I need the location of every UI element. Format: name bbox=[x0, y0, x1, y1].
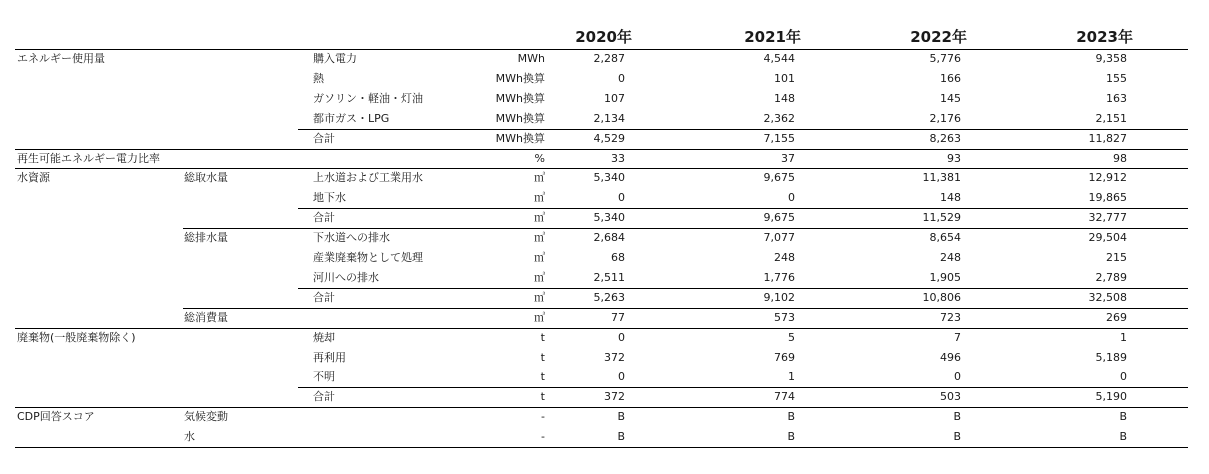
value-2022-cell: 8,263 bbox=[929, 131, 961, 145]
item-cell: 都市ガス・LPG bbox=[313, 111, 390, 125]
value-2023-cell: 0 bbox=[1120, 370, 1127, 384]
table-row bbox=[15, 268, 1188, 288]
table-row bbox=[15, 328, 1188, 348]
table-row bbox=[15, 89, 1188, 109]
category-cell: 再生可能エネルギー電力比率 bbox=[17, 151, 160, 165]
table-row bbox=[15, 387, 1188, 407]
value-2020-cell: 0 bbox=[618, 191, 625, 205]
value-2022-cell: 166 bbox=[940, 71, 961, 85]
year-header-2022: 2022年 bbox=[910, 28, 967, 46]
value-2021-cell: 248 bbox=[774, 251, 795, 264]
value-2021-cell: 7,155 bbox=[763, 131, 795, 145]
value-2020-cell: 0 bbox=[618, 330, 625, 344]
value-2021-cell: 1 bbox=[788, 370, 795, 384]
item-cell: 合計 bbox=[313, 211, 335, 225]
table-row bbox=[15, 129, 1188, 149]
value-2022-cell: 723 bbox=[940, 310, 961, 324]
value-2023-cell: 19,865 bbox=[1088, 191, 1127, 205]
value-2023-cell: 12,912 bbox=[1088, 171, 1127, 185]
value-2022-cell: 2,176 bbox=[929, 111, 961, 125]
unit-cell: ㎥ bbox=[534, 310, 545, 324]
subcategory-cell: 総消費量 bbox=[184, 310, 228, 324]
value-2020-cell: 0 bbox=[618, 71, 625, 85]
value-2020-cell: 2,134 bbox=[593, 111, 625, 125]
value-2022-cell: 5,776 bbox=[929, 52, 961, 65]
item-cell: 産業廃棄物として処理 bbox=[313, 251, 423, 264]
table-row bbox=[15, 228, 1188, 248]
table-row bbox=[15, 149, 1188, 169]
item-cell: ガソリン・軽油・灯油 bbox=[313, 91, 423, 105]
value-2023-cell: 98 bbox=[1113, 151, 1127, 165]
table-rule bbox=[298, 387, 1188, 388]
value-2022-cell: 503 bbox=[940, 390, 961, 404]
value-2020-cell: 33 bbox=[611, 151, 625, 165]
value-2020-cell: 2,511 bbox=[593, 270, 625, 284]
value-2021-cell: 2,362 bbox=[763, 111, 795, 125]
value-2023-cell: 11,827 bbox=[1088, 131, 1127, 145]
value-2020-cell: 5,340 bbox=[593, 211, 625, 225]
item-cell: 再利用 bbox=[313, 350, 346, 364]
value-2020-cell: 107 bbox=[604, 91, 625, 105]
unit-cell: t bbox=[540, 390, 545, 404]
subcategory-cell: 総排水量 bbox=[184, 231, 228, 245]
category-cell: エネルギー使用量 bbox=[17, 52, 105, 65]
table-rule bbox=[298, 208, 1188, 209]
value-2020-cell: 5,340 bbox=[593, 171, 625, 185]
value-2022-cell: 148 bbox=[940, 191, 961, 205]
value-2023-cell: 1 bbox=[1120, 330, 1127, 344]
subcategory-cell: 総取水量 bbox=[184, 171, 228, 185]
subcategory-cell: 気候変動 bbox=[184, 410, 228, 424]
value-2023-cell: 2,789 bbox=[1095, 270, 1127, 284]
table-row bbox=[15, 427, 1188, 447]
year-header-2020: 2020年 bbox=[575, 28, 632, 46]
value-2020-cell: B bbox=[617, 410, 625, 424]
value-2021-cell: 769 bbox=[774, 350, 795, 364]
table-rule bbox=[183, 308, 1188, 309]
value-2022-cell: 248 bbox=[940, 251, 961, 264]
table-row bbox=[15, 69, 1188, 89]
item-cell: 焼却 bbox=[313, 330, 335, 344]
item-cell: 購入電力 bbox=[313, 52, 357, 65]
unit-cell: ㎥ bbox=[534, 290, 545, 304]
item-cell: 熱 bbox=[313, 71, 324, 85]
unit-cell: MWh換算 bbox=[495, 111, 545, 125]
value-2021-cell: 9,675 bbox=[763, 171, 795, 185]
value-2023-cell: 155 bbox=[1106, 71, 1127, 85]
value-2023-cell: 215 bbox=[1106, 251, 1127, 264]
value-2022-cell: 0 bbox=[954, 370, 961, 384]
value-2023-cell: 163 bbox=[1106, 91, 1127, 105]
table-row bbox=[15, 49, 1188, 69]
table-row bbox=[15, 367, 1188, 387]
value-2021-cell: B bbox=[787, 410, 795, 424]
unit-cell: ㎥ bbox=[534, 171, 545, 185]
table-rule bbox=[15, 407, 1188, 408]
value-2022-cell: 8,654 bbox=[929, 231, 961, 245]
value-2022-cell: 1,905 bbox=[929, 270, 961, 284]
item-cell: 上水道および工業用水 bbox=[313, 171, 423, 185]
value-2021-cell: 101 bbox=[774, 71, 795, 85]
table-rule bbox=[15, 447, 1188, 448]
unit-cell: t bbox=[540, 370, 545, 384]
table-rule bbox=[298, 288, 1188, 289]
table-row bbox=[15, 188, 1188, 208]
value-2020-cell: 0 bbox=[618, 370, 625, 384]
value-2022-cell: 11,381 bbox=[922, 171, 961, 185]
value-2021-cell: 0 bbox=[788, 191, 795, 205]
value-2022-cell: 93 bbox=[947, 151, 961, 165]
table-row bbox=[15, 109, 1188, 129]
table-row bbox=[15, 308, 1188, 328]
unit-cell: ㎥ bbox=[534, 251, 545, 264]
value-2021-cell: 5 bbox=[788, 330, 795, 344]
table-row bbox=[15, 208, 1188, 228]
value-2021-cell: 7,077 bbox=[763, 231, 795, 245]
value-2022-cell: 145 bbox=[940, 91, 961, 105]
value-2020-cell: 372 bbox=[604, 350, 625, 364]
table-rule bbox=[15, 168, 1188, 169]
value-2021-cell: 774 bbox=[774, 390, 795, 404]
unit-cell: % bbox=[534, 151, 545, 165]
value-2021-cell: 4,544 bbox=[763, 52, 795, 65]
value-2020-cell: 77 bbox=[611, 310, 625, 324]
value-2023-cell: 29,504 bbox=[1088, 231, 1127, 245]
table-row bbox=[15, 288, 1188, 308]
value-2020-cell: 2,287 bbox=[593, 52, 625, 65]
value-2021-cell: 148 bbox=[774, 91, 795, 105]
item-cell: 下水道への排水 bbox=[313, 231, 390, 245]
value-2020-cell: 2,684 bbox=[593, 231, 625, 245]
value-2020-cell: B bbox=[617, 430, 625, 444]
value-2023-cell: 2,151 bbox=[1095, 111, 1127, 125]
unit-cell: t bbox=[540, 330, 545, 344]
value-2021-cell: 37 bbox=[781, 151, 795, 165]
unit-cell: - bbox=[541, 410, 545, 424]
table-row bbox=[15, 348, 1188, 368]
unit-cell: MWh bbox=[517, 52, 545, 65]
value-2023-cell: 5,190 bbox=[1095, 390, 1127, 404]
value-2021-cell: 9,675 bbox=[763, 211, 795, 225]
value-2023-cell: B bbox=[1119, 430, 1127, 444]
value-2023-cell: 32,777 bbox=[1088, 211, 1127, 225]
unit-cell: MWh換算 bbox=[495, 91, 545, 105]
item-cell: 河川への排水 bbox=[313, 270, 379, 284]
value-2020-cell: 372 bbox=[604, 390, 625, 404]
table-rule bbox=[15, 149, 1188, 150]
value-2023-cell: 5,189 bbox=[1095, 350, 1127, 364]
table-row bbox=[15, 248, 1188, 268]
table-row bbox=[15, 407, 1188, 427]
unit-cell: MWh換算 bbox=[495, 71, 545, 85]
value-2022-cell: 11,529 bbox=[922, 211, 961, 225]
unit-cell: t bbox=[540, 350, 545, 364]
value-2021-cell: 9,102 bbox=[763, 290, 795, 304]
item-cell: 不明 bbox=[313, 370, 335, 384]
year-header-2023: 2023年 bbox=[1076, 28, 1133, 46]
value-2022-cell: 7 bbox=[954, 330, 961, 344]
value-2020-cell: 68 bbox=[611, 251, 625, 264]
unit-cell: ㎥ bbox=[534, 270, 545, 284]
subcategory-cell: 水 bbox=[184, 430, 195, 444]
value-2022-cell: B bbox=[953, 410, 961, 424]
value-2023-cell: 269 bbox=[1106, 310, 1127, 324]
unit-cell: ㎥ bbox=[534, 231, 545, 245]
table-rule bbox=[15, 49, 1188, 50]
value-2021-cell: B bbox=[787, 430, 795, 444]
value-2020-cell: 4,529 bbox=[593, 131, 625, 145]
unit-cell: ㎥ bbox=[534, 191, 545, 205]
value-2021-cell: 1,776 bbox=[763, 270, 795, 284]
unit-cell: - bbox=[541, 430, 545, 444]
value-2023-cell: 32,508 bbox=[1088, 290, 1127, 304]
unit-cell: MWh換算 bbox=[495, 131, 545, 145]
value-2023-cell: 9,358 bbox=[1095, 52, 1127, 65]
category-cell: 水資源 bbox=[17, 171, 50, 185]
table-row bbox=[15, 168, 1188, 188]
category-cell: 廃棄物(一般廃棄物除く) bbox=[17, 330, 136, 344]
item-cell: 合計 bbox=[313, 390, 335, 404]
table-rule bbox=[15, 328, 1188, 329]
value-2020-cell: 5,263 bbox=[593, 290, 625, 304]
item-cell: 合計 bbox=[313, 290, 335, 304]
category-cell: CDP回答スコア bbox=[17, 410, 95, 424]
value-2022-cell: 496 bbox=[940, 350, 961, 364]
unit-cell: ㎥ bbox=[534, 211, 545, 225]
year-header-2021: 2021年 bbox=[744, 28, 801, 46]
item-cell: 地下水 bbox=[313, 191, 346, 205]
value-2021-cell: 573 bbox=[774, 310, 795, 324]
item-cell: 合計 bbox=[313, 131, 335, 145]
value-2022-cell: B bbox=[953, 430, 961, 444]
table-rule bbox=[183, 228, 1188, 229]
table-rule bbox=[298, 129, 1188, 130]
value-2023-cell: B bbox=[1119, 410, 1127, 424]
value-2022-cell: 10,806 bbox=[922, 290, 961, 304]
